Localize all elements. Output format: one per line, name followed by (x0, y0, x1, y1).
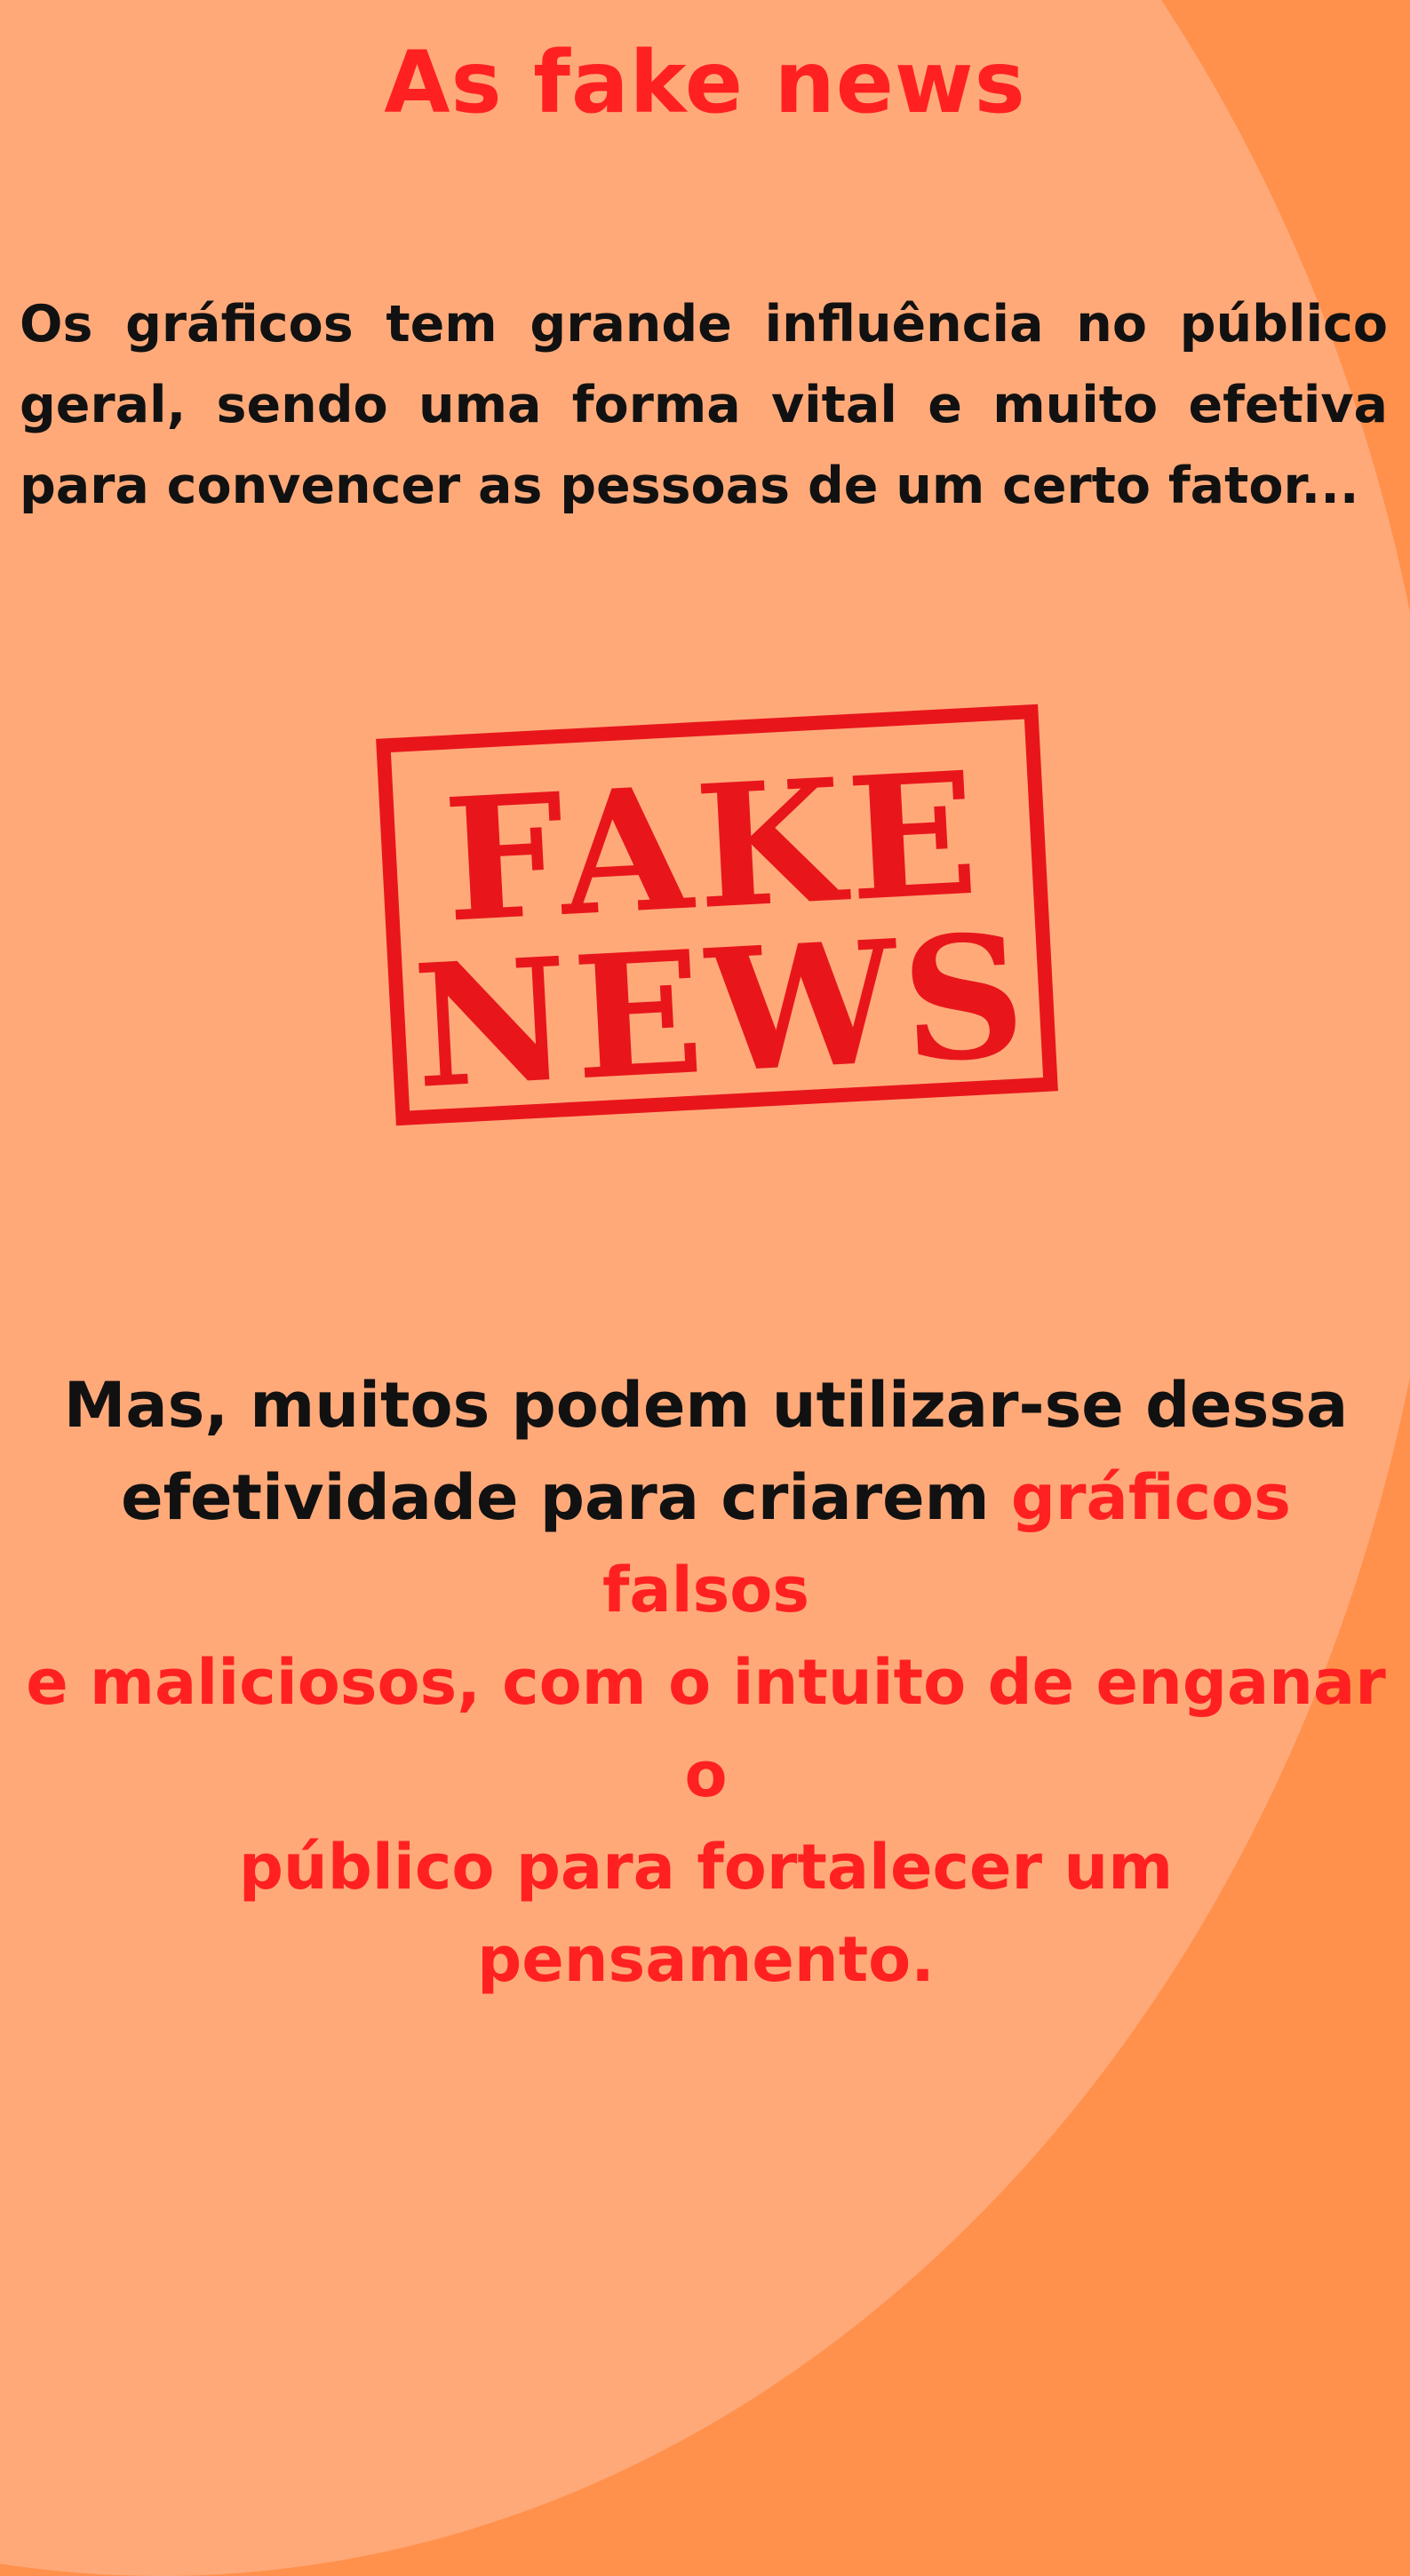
stamp-line-news: NEWS (409, 895, 1035, 1126)
closing-line-4-highlight: público para fortalecer um pensamento. (238, 1831, 1174, 1996)
closing-line-2-highlight: gráficos falsos (601, 1461, 1291, 1626)
closing-line-2-plain: efetividade para criarem (121, 1461, 1011, 1534)
closing-paragraph (11, 1359, 1401, 2006)
intro-paragraph: Os gráficos tem grande influência no público geral, sendo uma forma vital e muito efetiva para convencer as pessoas de um certo fator... (20, 295, 1388, 515)
closing-line-3-highlight: e maliciosos, com o intuito de enganar o (26, 1646, 1386, 1811)
closing-line-1: Mas, muitos podem utilizar-se dessa (63, 1369, 1349, 1442)
stamp-graphic (366, 675, 1068, 1155)
fake-news-stamp (366, 675, 1068, 1155)
page-title: As fake news (384, 33, 1026, 132)
stamp-line-fake: FAKE (440, 734, 987, 960)
